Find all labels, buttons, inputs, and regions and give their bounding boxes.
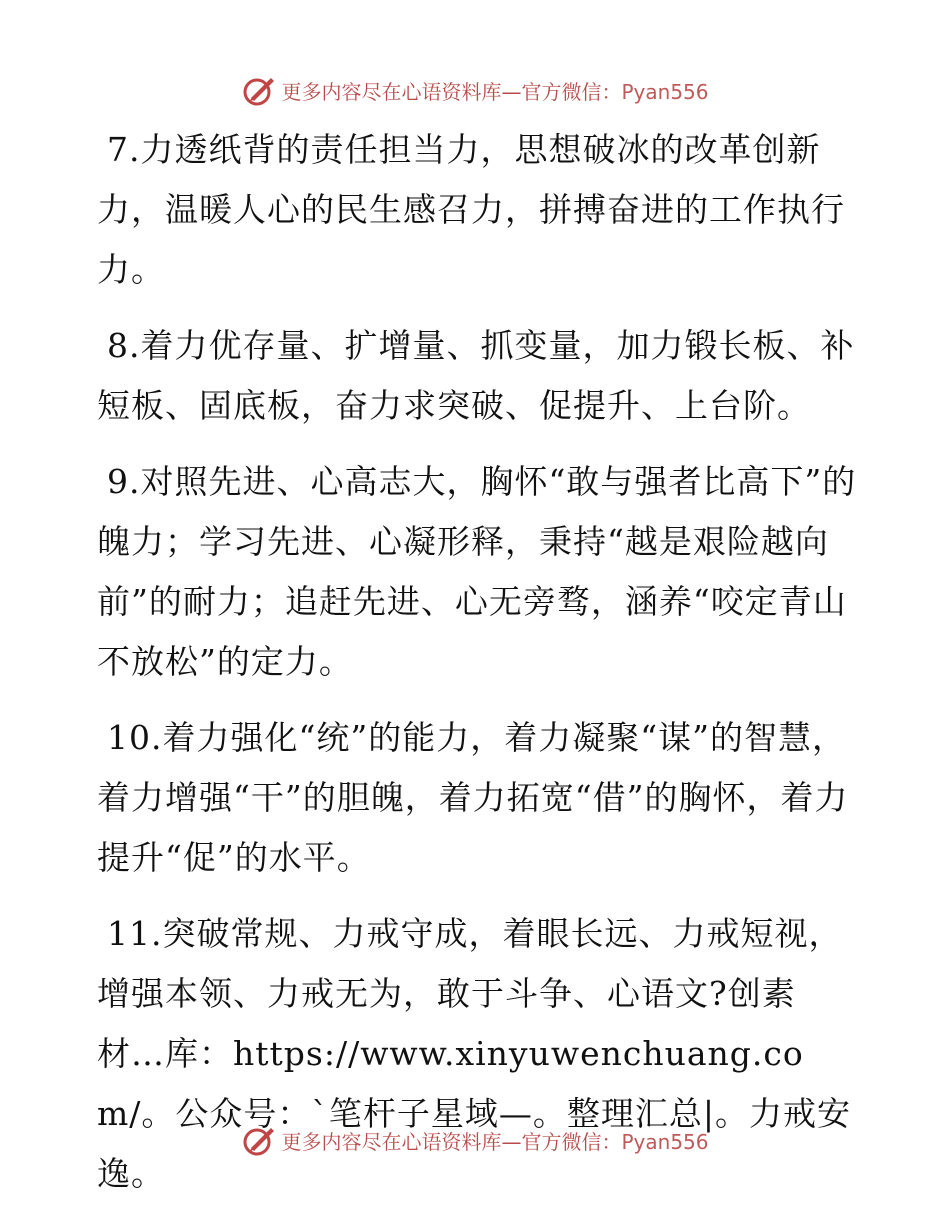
paragraph-9: 9.对照先进、心高志大，胸怀“敢与强者比高下”的魄力；学习先进、心凝形释，秉持“越是艰险越向前”的耐力；追赶先进、心无旁骛，涵养“咬定青山不放松”的定力。 xyxy=(97,462,857,681)
footer-banner-text: 更多内容尽在心语资料库—官方微信：Pyan556 xyxy=(281,1129,709,1154)
header-wechat-handle: Pyan556 xyxy=(621,79,709,104)
paragraph-8: 8.着力优存量、扩增量、抓变量，加力锻长板、补短板、固底板，奋力求突破、促提升、上台阶。 xyxy=(97,326,855,425)
header-banner-text: 更多内容尽在心语资料库—官方微信：Pyan556 xyxy=(281,79,709,104)
footer-wechat-handle: Pyan556 xyxy=(621,1129,709,1154)
paragraph-11: 11.突破常规、力戒守成，着眼长远、力戒短视，增强本领、力戒无为，敢于斗争、心语文?创素材…库：https://www.xinyuwenchuang.com/。公众号：`笔杆子星域—。整理汇总|。力戒安逸。 xyxy=(97,914,852,1193)
footer-banner xyxy=(0,1120,950,1160)
document-body xyxy=(97,120,857,1220)
quill-logo-icon xyxy=(241,1122,277,1158)
paragraph-7: 7.力透纸背的责任担当力，思想破冰的改革创新力，温暖人心的民生感召力，拼搏奋进的工作执行力。 xyxy=(97,130,845,289)
paragraph-10: 10.着力强化“统”的能力，着力凝聚“谋”的智慧，着力增强“干”的胆魄，着力拓宽“借”的胸怀，着力提升“促”的水平。 xyxy=(97,718,849,877)
quill-logo-icon xyxy=(241,72,277,108)
header-banner xyxy=(0,70,950,110)
